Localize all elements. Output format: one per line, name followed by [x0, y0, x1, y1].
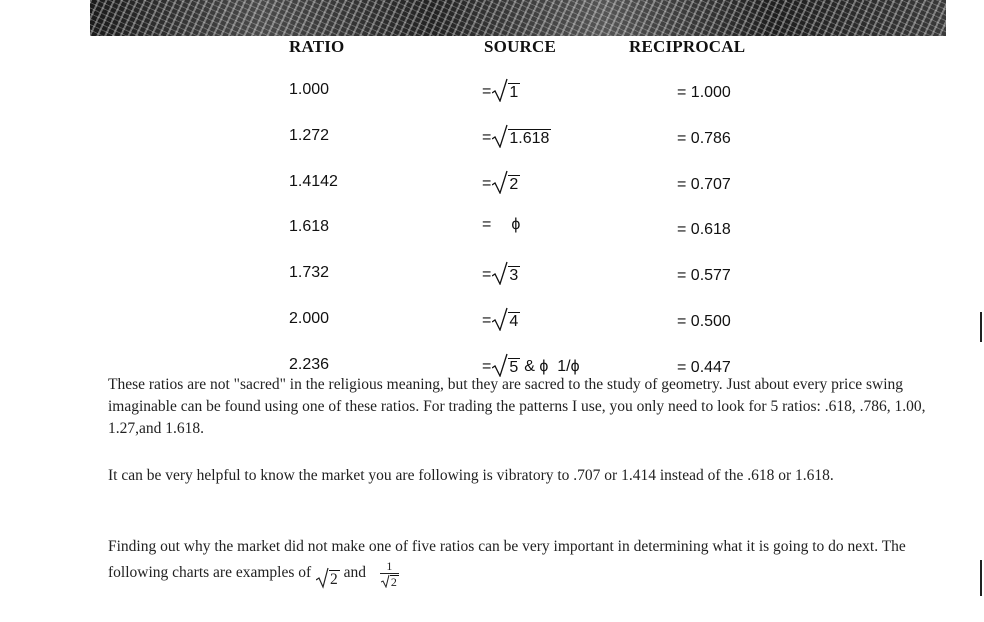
- source-formula: [482, 78, 520, 102]
- source-formula: [482, 124, 551, 148]
- reciprocal-value: = 0.447: [677, 359, 731, 376]
- sqrt-symbol: [492, 307, 520, 331]
- equals-sign: =: [482, 216, 492, 233]
- radicand: 1: [509, 84, 519, 101]
- paragraph-and: and: [343, 564, 367, 582]
- ratio-value: 1.000: [289, 81, 330, 98]
- ratio-value: 1.732: [289, 264, 330, 281]
- header-ratio: RATIO: [289, 37, 345, 56]
- reciprocal-value: = 0.707: [677, 176, 731, 193]
- paragraph-text: Finding out why the market did not make one of five ratios can be very important in determining what it is going to do next. The following charts are examples of: [108, 538, 906, 582]
- reciprocal-value: = 0.618: [677, 221, 731, 238]
- ratio-value: 1.618: [289, 218, 330, 235]
- radicand: 3: [509, 267, 519, 284]
- header-reciprocal: RECIPROCAL: [629, 37, 746, 56]
- radicand: 1.618: [509, 130, 550, 147]
- equals-sign: =: [482, 175, 492, 192]
- sqrt-symbol: [492, 124, 551, 148]
- equals-sign: =: [482, 358, 492, 375]
- source-suffix: & ϕ 1/ϕ: [524, 358, 580, 375]
- sqrt-symbol: [492, 170, 520, 194]
- equals-sign: =: [482, 266, 492, 283]
- paragraph-five-ratios: [108, 536, 958, 589]
- edge-mark: [980, 312, 982, 342]
- reciprocal-value: = 1.000: [677, 84, 731, 101]
- equals-sign: =: [482, 129, 492, 146]
- radicand: 5: [509, 359, 519, 376]
- ratio-value: 1.272: [289, 127, 330, 144]
- radicand: 4: [509, 313, 519, 330]
- ratio-value: 2.236: [289, 356, 330, 373]
- sqrt-two-inline: 2: [316, 567, 340, 589]
- source-formula: [482, 307, 520, 331]
- ratio-value: 2.000: [289, 310, 330, 327]
- source-formula: [482, 261, 520, 285]
- reciprocal-value: = 0.786: [677, 130, 731, 147]
- sqrt-symbol: [492, 261, 520, 285]
- header-source: SOURCE: [484, 37, 557, 56]
- radicand: 2: [509, 176, 519, 193]
- paragraph-ratios: These ratios are not "sacred" in the religious meaning, but they are sacred to the study of geometry. Just about every price swing imaginable can be found using one of these ratios. For trading the patterns I use, you only need to look for 5 ratios: .618, .786, 1.00, 1.27,and 1.618.: [108, 376, 926, 437]
- source-formula: [482, 170, 520, 194]
- equals-sign: =: [482, 312, 492, 329]
- sqrt-symbol: [492, 78, 520, 102]
- source-formula: [482, 215, 520, 235]
- ratio-value: 1.4142: [289, 173, 338, 190]
- source-suffix: ϕ: [511, 216, 521, 233]
- paragraph-vibratory: It can be very helpful to know the market you are following is vibratory to .707 or 1.414 instead of the .618 or 1.618.: [108, 467, 834, 484]
- fraction-one-over-sqrt-two: $\frac{1}{2}$: [380, 560, 399, 591]
- equals-sign: =: [482, 83, 492, 100]
- edge-mark: [980, 560, 982, 596]
- top-banner-image: [90, 0, 946, 36]
- reciprocal-value: = 0.500: [677, 313, 731, 330]
- reciprocal-value: = 0.577: [677, 267, 731, 284]
